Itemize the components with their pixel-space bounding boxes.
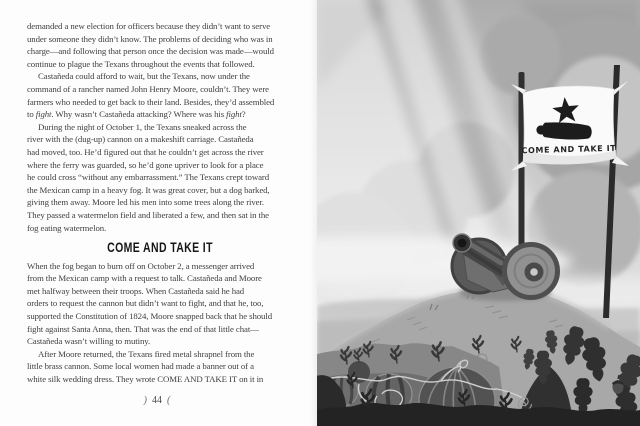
text-line: farmers who needed to get back to their land. Besides, they’d assembled xyxy=(27,96,275,107)
text-line: continue to plague the Texans throughout the events that followed. xyxy=(27,58,255,69)
text-line: met halfway between their troops. When Castañeda said he had xyxy=(27,285,245,296)
illustration-page xyxy=(317,0,640,426)
text-line: giving them away. Moore led his men into some trees along the river. xyxy=(27,197,264,208)
text-line: demanded a new election for officers because they didn’t want to serve xyxy=(27,21,271,31)
text-line: from the Mexican camp with a request to talk. Castañeda and Moore xyxy=(27,273,262,284)
text-line: little brass cannon. Some local women had made a banner out of a xyxy=(27,361,254,372)
text-line: the Mexican camp in a heavy fog. It was great cover, but a dog barked, xyxy=(27,184,270,195)
page-seam-shadow xyxy=(310,0,317,426)
page-number-ornament-left: ) xyxy=(143,395,147,406)
body-paragraph xyxy=(27,70,293,120)
body-paragraph xyxy=(27,121,293,234)
page-number-value: 44 xyxy=(152,395,162,406)
body-paragraph xyxy=(27,20,293,70)
flag-text: COME AND TAKE IT xyxy=(521,143,617,156)
text-line: had moved, too. He’d figured out that he couldn’t get across the river xyxy=(27,146,264,157)
text-line: After Moore returned, the Texans fired metal shrapnel from the xyxy=(38,348,255,359)
body-text-column xyxy=(27,20,293,386)
text-line: orders to request the cannon but didn’t want to fight, and that he, too, xyxy=(27,298,264,309)
text-line: white silk wedding dress. They wrote COME AND TAKE IT on it in xyxy=(27,374,264,385)
text-line: Castañeda wasn’t willing to mutiny. xyxy=(27,336,151,347)
text-line: fight against Santa Anna, then. That was the end of that little chat— xyxy=(27,323,259,334)
gonzales-flag xyxy=(511,81,629,171)
text-line: command of a rancher named John Henry Moore, couldn’t. They were xyxy=(27,83,269,94)
text-line: river with the (dug-up) cannon on a makeshift carriage. Castañeda xyxy=(27,134,254,145)
left-text-page xyxy=(0,0,317,426)
body-paragraph xyxy=(27,348,293,386)
text-line: When the fog began to burn off on October 2, a messenger arrived xyxy=(27,260,255,271)
cannon-front-wheel xyxy=(505,245,558,298)
paragraphs-before-heading xyxy=(27,20,293,234)
page-number xyxy=(27,395,287,406)
text-line: Castañeda could afford to wait, but the Texans, now under the xyxy=(38,71,250,82)
text-line: supported the Constitution of 1824, Moore snapped back that he should xyxy=(27,311,272,322)
text-line: fog eating watermelon. xyxy=(27,222,107,233)
text-line: he could cross “without any embarrassment.” The Texans crept toward xyxy=(27,172,270,183)
text-line: They passed a watermelon field and liberated a few, and then sat in the xyxy=(27,209,269,220)
section-heading: COME AND TAKE IT xyxy=(107,239,213,256)
text-line: to fight. Why wasn’t Castañeda attacking? Where was his fight? xyxy=(27,109,246,120)
page-number-ornament-right: ( xyxy=(167,395,171,406)
cannon-hill-illustration xyxy=(317,0,640,426)
text-line: under someone they didn’t know. The problems of deciding who was in xyxy=(27,33,273,44)
body-paragraph xyxy=(27,260,293,348)
text-line: charge—and following that person once the decision was made—would xyxy=(27,46,274,57)
paragraphs-after-heading xyxy=(27,260,293,386)
text-line: where the ferry was guarded, so he’d gone upriver to look for a place xyxy=(27,159,264,170)
text-line: During the night of October 1, the Texans sneaked across the xyxy=(38,121,247,132)
